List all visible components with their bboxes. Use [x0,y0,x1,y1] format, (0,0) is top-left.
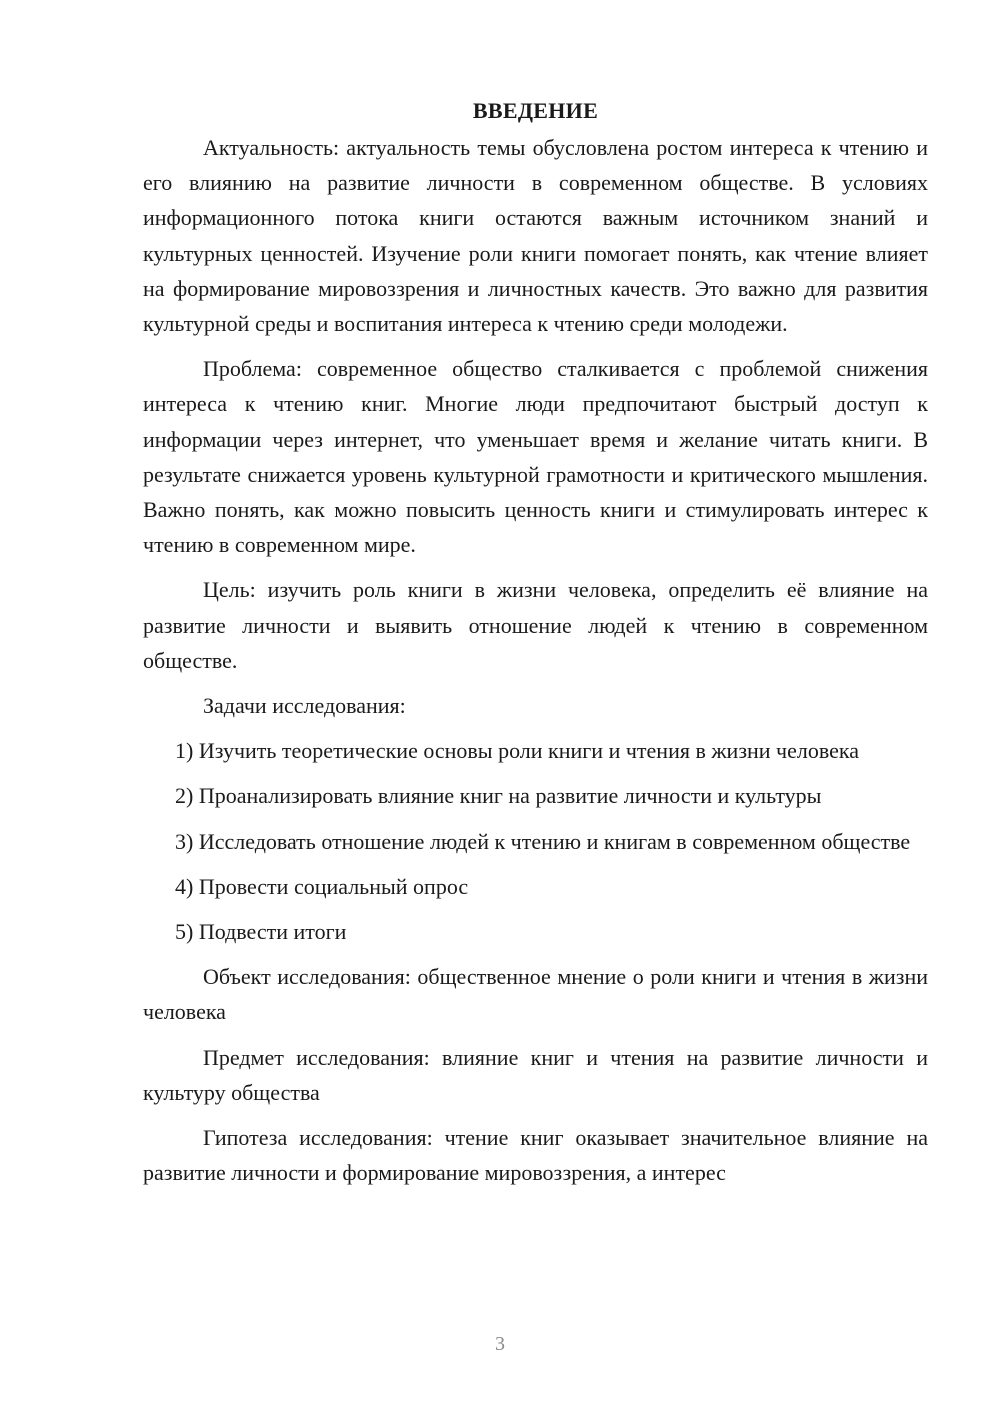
task-item-4: 4) Провести социальный опрос [175,873,469,899]
task-item-2: 2) Проанализировать влияние книг на развитие личности и культуры [175,783,822,809]
object-paragraph: Объект исследования: общественное мнение о роли книги и чтения в жизни человека [143,964,928,1025]
document-page [143,93,928,1190]
page-number: 3 [495,1333,505,1355]
section-heading: ВВЕДЕНИЕ [472,98,599,123]
tasks-heading: Задачи исследования: [203,693,406,719]
task-item-1: 1) Изучить теоретические основы роли книги и чтения в жизни человека [175,738,860,764]
problem-paragraph: Проблема: современное общество сталкивается с проблемой снижения интереса к чтению книг. Многие люди предпочитают быстрый доступ к информации через интернет, что уменьшает время и желание читать книги. В результате снижается уровень культурной грамотности и критического мышления. Важно понять, как можно повысить ценность книги и стимулировать интерес к чтению в современном мире. [143,356,928,558]
goal-paragraph: Цель: изучить роль книги в жизни человека, определить её влияние на развитие личности и выявить отношение людей к чтению в современном обществе. [143,577,928,673]
subject-paragraph: Предмет исследования: влияние книг и чтения на развитие личности и культуру общества [143,1044,928,1105]
hypothesis-paragraph: Гипотеза исследования: чтение книг оказывает значительное влияние на развитие личности и формирование мировоззрения, а интерес [143,1125,928,1186]
tasks-list [143,733,928,949]
task-item-3: 3) Исследовать отношение людей к чтению и книгам в современном обществе [175,828,911,854]
task-item-5: 5) Подвести итоги [175,919,347,945]
relevance-paragraph: Актуальность: актуальность темы обусловлена ростом интереса к чтению и его влиянию на развитие личности в современном обществе. В условиях информационного потока книги остаются важным источником знаний и культурных ценностей. Изучение роли книги помогает понять, как чтение влияет на формирование мировоззрения и личностных качеств. Это важно для развития культурной среды и воспитания интереса к чтению среди молодежи. [143,135,928,337]
